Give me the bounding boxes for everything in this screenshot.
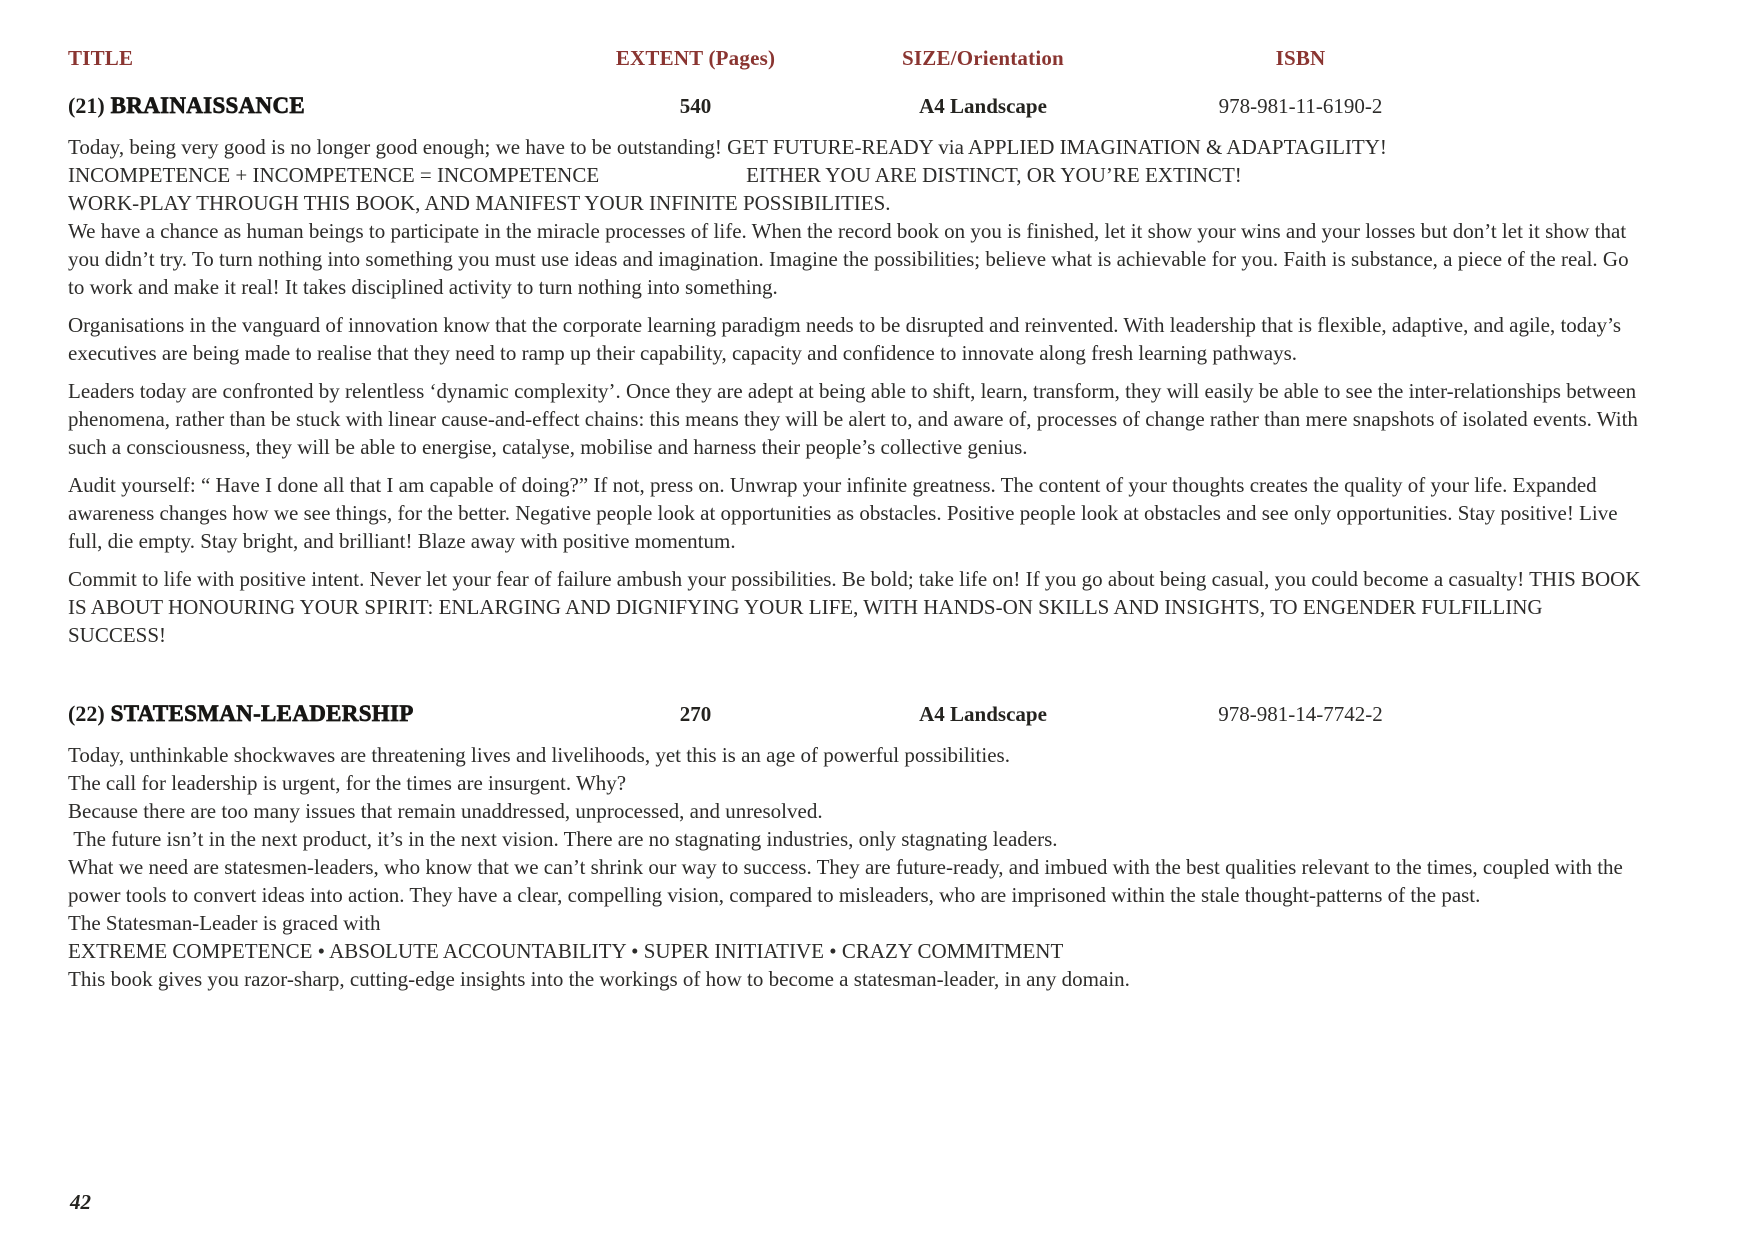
paragraph-line: Leaders today are confronted by relentless ‘dynamic complexity’. Once they are adept at being able to shift, learn, transform, they will easily be able to see the inter-relationships between phenomena, rather than be stuck with linear cause-and-effect chains: this means they will be alert to, and aware of, processes of change rather than mere snapshots of isolated events. With such a consciousness, they will be able to energise, catalyse, mobilise and harness their people’s collective genius.: [68, 379, 1638, 459]
entry-paragraph: [68, 311, 1644, 367]
paragraph-line: Because there are too many issues that remain unaddressed, unprocessed, and unresolved.: [68, 799, 823, 823]
paragraph-line: This book gives you razor-sharp, cutting-edge insights into the workings of how to become a statesman-leader, in any domain.: [68, 967, 1130, 991]
book-entry-number: (22): [68, 701, 105, 726]
column-header-isbn: ISBN: [1275, 46, 1326, 70]
book-isbn: 978-981-11-6190-2: [1218, 94, 1383, 118]
book-extent-pages: 540: [679, 94, 712, 118]
paragraph-line: What we need are statesmen-leaders, who know that we can’t shrink our way to success. They are future-ready, and imbued with the best qualities relevant to the times, coupled with the power tools to convert ideas into action. They have a clear, compelling vision, compared to misleaders, who are imprisoned within the stale thought-patterns of the past.: [68, 855, 1623, 907]
book-title-cell: [68, 93, 568, 119]
book-size-orientation: A4 Landscape: [919, 702, 1047, 726]
paragraph-line: The future isn’t in the next product, it’s in the next vision. There are no stagnating industries, only stagnating leaders.: [68, 827, 1058, 851]
book-entry-heading: [68, 93, 1644, 119]
book-entry: [68, 701, 1644, 993]
paragraph-line: EXTREME COMPETENCE • ABSOLUTE ACCOUNTABILITY • SUPER INITIATIVE • CRAZY COMMITMENT: [68, 939, 1064, 963]
book-description: [68, 741, 1644, 993]
book-entry: [68, 93, 1644, 649]
book-title: BRAINAISSANCE: [110, 93, 305, 118]
column-header-title: TITLE: [68, 46, 134, 70]
paragraph-line: The Statesman-Leader is graced with: [68, 911, 381, 935]
paragraph-line: Today, being very good is no longer good enough; we have to be outstanding! GET FUTURE-READY via APPLIED IMAGINATION & ADAPTAGILITY!: [68, 135, 1387, 159]
paragraph-line: INCOMPETENCE + INCOMPETENCE = INCOMPETENCE EITHER YOU ARE DISTINCT, OR YOU’RE EXTINCT!: [68, 163, 1242, 187]
book-isbn: 978-981-14-7742-2: [1218, 702, 1383, 726]
paragraph-line: Today, unthinkable shockwaves are threatening lives and livelihoods, yet this is an age of powerful possibilities.: [68, 743, 1010, 767]
entry-paragraph: [68, 741, 1644, 993]
book-extent-pages: 270: [679, 702, 712, 726]
table-header: [68, 46, 1644, 71]
paragraph-line: Commit to life with positive intent. Never let your fear of failure ambush your possibilities. Be bold; take life on! If you go about being casual, you could become a casualty! THIS BOOK IS ABOUT HONOURING YOUR SPIRIT: ENLARGING AND DIGNIFYING YOUR LIFE, WITH HANDS-ON SKILLS AND INSIGHTS, TO ENGENDER FULFILLING SUCCESS!: [68, 567, 1641, 647]
entry-paragraph: [68, 377, 1644, 461]
book-title: STATESMAN-LEADERSHIP: [110, 701, 414, 726]
paragraph-line: Organisations in the vanguard of innovation know that the corporate learning paradigm needs to be disrupted and reinvented. With leadership that is flexible, adaptive, and agile, today’s executives are being made to realise that they need to ramp up their capability, capacity and confidence to innovate along fresh learning pathways.: [68, 313, 1622, 365]
paragraph-line: We have a chance as human beings to participate in the miracle processes of life. When the record book on you is finished, let it show your wins and your losses but don’t let it show that you didn’t try. To turn nothing into something you must use ideas and imagination. Imagine the possibilities; believe what is achievable for you. Faith is substance, a piece of the real. Go to work and make it real! It takes disciplined activity to turn nothing into something.: [68, 219, 1629, 299]
page-number: 42: [70, 1190, 91, 1214]
paragraph-line: WORK-PLAY THROUGH THIS BOOK, AND MANIFEST YOUR INFINITE POSSIBILITIES.: [68, 191, 891, 215]
book-entry-heading: [68, 701, 1644, 727]
column-header-size: SIZE/Orientation: [902, 46, 1064, 70]
entries: [68, 93, 1644, 993]
entry-paragraph: [68, 133, 1644, 301]
column-header-extent: EXTENT (Pages): [615, 46, 776, 70]
paragraph-line: The call for leadership is urgent, for the times are insurgent. Why?: [68, 771, 627, 795]
entry-paragraph: [68, 471, 1644, 555]
book-description: [68, 133, 1644, 649]
entry-paragraph: [68, 565, 1644, 649]
book-title-cell: [68, 701, 568, 727]
book-entry-number: (21): [68, 93, 105, 118]
paragraph-line: Audit yourself: “ Have I done all that I am capable of doing?” If not, press on. Unwrap your infinite greatness. The content of your thoughts creates the quality of your life. Expanded awareness changes how we see things, for the better. Negative people look at opportunities as obstacles. Positive people look at obstacles and see only opportunities. Stay positive! Live full, die empty. Stay bright, and brilliant! Blaze away with positive momentum.: [68, 473, 1618, 553]
book-size-orientation: A4 Landscape: [919, 94, 1047, 118]
